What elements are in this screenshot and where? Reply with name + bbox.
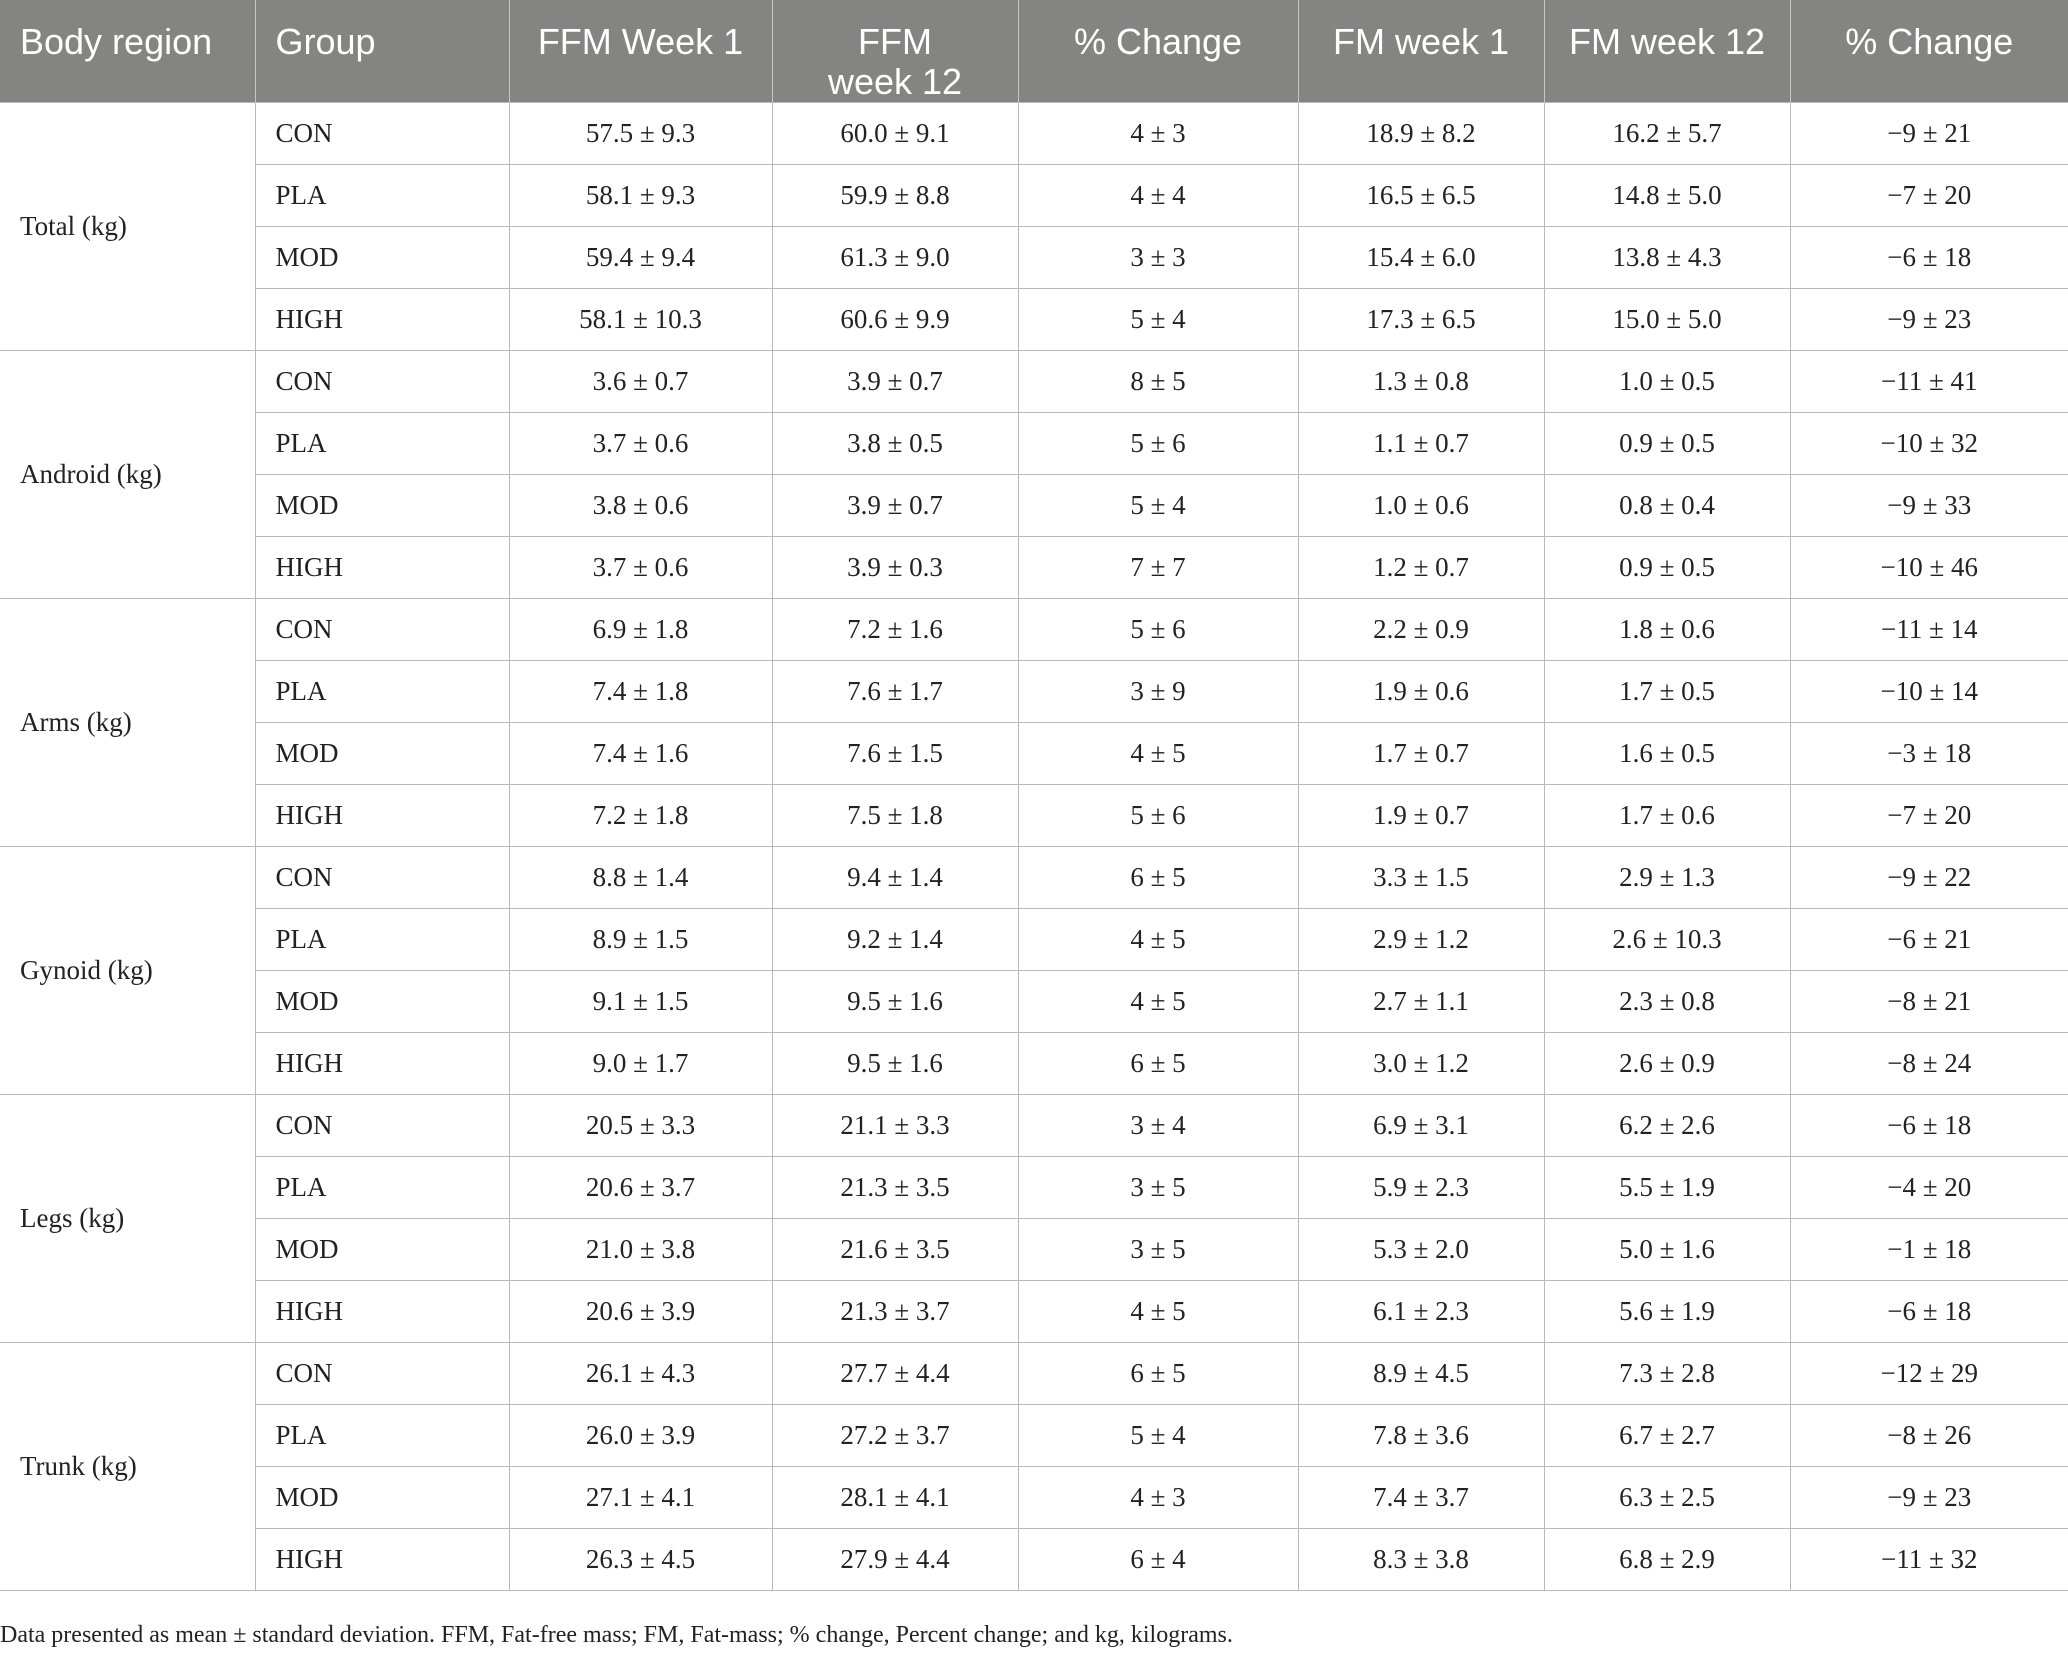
group-cell: HIGH: [255, 1281, 509, 1343]
value-cell: 21.3 ± 3.5: [772, 1157, 1018, 1219]
value-cell: 5.0 ± 1.6: [1544, 1219, 1790, 1281]
group-cell: PLA: [255, 165, 509, 227]
group-cell: PLA: [255, 1157, 509, 1219]
value-cell: 27.9 ± 4.4: [772, 1529, 1018, 1591]
value-cell: 9.4 ± 1.4: [772, 847, 1018, 909]
value-cell: 28.1 ± 4.1: [772, 1467, 1018, 1529]
value-cell: 21.0 ± 3.8: [509, 1219, 772, 1281]
value-cell: −12 ± 29: [1790, 1343, 2068, 1405]
value-cell: 1.9 ± 0.6: [1298, 661, 1544, 723]
value-cell: 6 ± 4: [1018, 1529, 1298, 1591]
column-header: FFM Week 1: [509, 0, 772, 103]
body-region-cell: Total (kg): [0, 103, 255, 351]
value-cell: 18.9 ± 8.2: [1298, 103, 1544, 165]
value-cell: 7.4 ± 1.6: [509, 723, 772, 785]
table-row: [0, 847, 2068, 909]
group-cell: PLA: [255, 661, 509, 723]
value-cell: 5 ± 6: [1018, 413, 1298, 475]
value-cell: 2.3 ± 0.8: [1544, 971, 1790, 1033]
value-cell: 6.7 ± 2.7: [1544, 1405, 1790, 1467]
value-cell: 5 ± 4: [1018, 475, 1298, 537]
column-header: % Change: [1018, 0, 1298, 103]
value-cell: −8 ± 24: [1790, 1033, 2068, 1095]
group-cell: PLA: [255, 413, 509, 475]
value-cell: 6.2 ± 2.6: [1544, 1095, 1790, 1157]
table-row: [0, 413, 2068, 475]
value-cell: 6.3 ± 2.5: [1544, 1467, 1790, 1529]
value-cell: 4 ± 5: [1018, 971, 1298, 1033]
value-cell: −10 ± 46: [1790, 537, 2068, 599]
value-cell: 15.0 ± 5.0: [1544, 289, 1790, 351]
value-cell: 1.7 ± 0.5: [1544, 661, 1790, 723]
value-cell: 3.9 ± 0.3: [772, 537, 1018, 599]
table-row: [0, 661, 2068, 723]
value-cell: −6 ± 21: [1790, 909, 2068, 971]
value-cell: 3 ± 3: [1018, 227, 1298, 289]
value-cell: 1.1 ± 0.7: [1298, 413, 1544, 475]
value-cell: −11 ± 14: [1790, 599, 2068, 661]
value-cell: 16.2 ± 5.7: [1544, 103, 1790, 165]
value-cell: 13.8 ± 4.3: [1544, 227, 1790, 289]
value-cell: 16.5 ± 6.5: [1298, 165, 1544, 227]
value-cell: −7 ± 20: [1790, 165, 2068, 227]
value-cell: −4 ± 20: [1790, 1157, 2068, 1219]
value-cell: 1.0 ± 0.6: [1298, 475, 1544, 537]
value-cell: −7 ± 20: [1790, 785, 2068, 847]
value-cell: 3 ± 5: [1018, 1219, 1298, 1281]
column-header: FFM week 12: [772, 0, 1018, 103]
value-cell: 6 ± 5: [1018, 1033, 1298, 1095]
value-cell: 5 ± 6: [1018, 599, 1298, 661]
value-cell: −9 ± 33: [1790, 475, 2068, 537]
value-cell: 5.5 ± 1.9: [1544, 1157, 1790, 1219]
value-cell: 6.9 ± 1.8: [509, 599, 772, 661]
value-cell: 7.3 ± 2.8: [1544, 1343, 1790, 1405]
column-header: Group: [255, 0, 509, 103]
value-cell: 20.6 ± 3.7: [509, 1157, 772, 1219]
value-cell: 8.9 ± 4.5: [1298, 1343, 1544, 1405]
value-cell: 26.3 ± 4.5: [509, 1529, 772, 1591]
value-cell: 57.5 ± 9.3: [509, 103, 772, 165]
value-cell: 9.1 ± 1.5: [509, 971, 772, 1033]
value-cell: 21.1 ± 3.3: [772, 1095, 1018, 1157]
value-cell: 6.8 ± 2.9: [1544, 1529, 1790, 1591]
value-cell: 3 ± 4: [1018, 1095, 1298, 1157]
value-cell: 7.8 ± 3.6: [1298, 1405, 1544, 1467]
group-cell: CON: [255, 599, 509, 661]
value-cell: 4 ± 5: [1018, 909, 1298, 971]
value-cell: 2.6 ± 0.9: [1544, 1033, 1790, 1095]
group-cell: CON: [255, 103, 509, 165]
table-row: [0, 909, 2068, 971]
value-cell: −8 ± 26: [1790, 1405, 2068, 1467]
value-cell: 8 ± 5: [1018, 351, 1298, 413]
value-cell: 60.6 ± 9.9: [772, 289, 1018, 351]
value-cell: 3.0 ± 1.2: [1298, 1033, 1544, 1095]
value-cell: 6 ± 5: [1018, 847, 1298, 909]
group-cell: CON: [255, 1095, 509, 1157]
table-row: [0, 227, 2068, 289]
value-cell: 5.3 ± 2.0: [1298, 1219, 1544, 1281]
value-cell: 3 ± 5: [1018, 1157, 1298, 1219]
table-body: [0, 103, 2068, 1591]
value-cell: 1.3 ± 0.8: [1298, 351, 1544, 413]
value-cell: −8 ± 21: [1790, 971, 2068, 1033]
value-cell: 27.7 ± 4.4: [772, 1343, 1018, 1405]
group-cell: MOD: [255, 227, 509, 289]
value-cell: 3.7 ± 0.6: [509, 413, 772, 475]
value-cell: 59.9 ± 8.8: [772, 165, 1018, 227]
value-cell: 9.0 ± 1.7: [509, 1033, 772, 1095]
group-cell: MOD: [255, 971, 509, 1033]
value-cell: 14.8 ± 5.0: [1544, 165, 1790, 227]
body-region-cell: Arms (kg): [0, 599, 255, 847]
table-row: [0, 785, 2068, 847]
value-cell: 60.0 ± 9.1: [772, 103, 1018, 165]
table-row: [0, 1281, 2068, 1343]
value-cell: 7.4 ± 1.8: [509, 661, 772, 723]
value-cell: 3.9 ± 0.7: [772, 475, 1018, 537]
value-cell: 1.0 ± 0.5: [1544, 351, 1790, 413]
value-cell: 61.3 ± 9.0: [772, 227, 1018, 289]
value-cell: 58.1 ± 9.3: [509, 165, 772, 227]
value-cell: −9 ± 23: [1790, 289, 2068, 351]
value-cell: 7.5 ± 1.8: [772, 785, 1018, 847]
value-cell: 4 ± 4: [1018, 165, 1298, 227]
value-cell: 2.9 ± 1.3: [1544, 847, 1790, 909]
group-cell: MOD: [255, 723, 509, 785]
value-cell: 1.9 ± 0.7: [1298, 785, 1544, 847]
value-cell: 4 ± 5: [1018, 723, 1298, 785]
group-cell: HIGH: [255, 1033, 509, 1095]
value-cell: 7.6 ± 1.5: [772, 723, 1018, 785]
value-cell: 2.7 ± 1.1: [1298, 971, 1544, 1033]
table-row: [0, 289, 2068, 351]
value-cell: 8.9 ± 1.5: [509, 909, 772, 971]
value-cell: 5 ± 6: [1018, 785, 1298, 847]
value-cell: 21.6 ± 3.5: [772, 1219, 1018, 1281]
body-region-cell: Trunk (kg): [0, 1343, 255, 1591]
value-cell: 26.0 ± 3.9: [509, 1405, 772, 1467]
value-cell: 3.9 ± 0.7: [772, 351, 1018, 413]
value-cell: 8.8 ± 1.4: [509, 847, 772, 909]
value-cell: 2.6 ± 10.3: [1544, 909, 1790, 971]
table-row: [0, 1405, 2068, 1467]
value-cell: 0.9 ± 0.5: [1544, 537, 1790, 599]
body-region-cell: Android (kg): [0, 351, 255, 599]
group-cell: CON: [255, 351, 509, 413]
value-cell: 2.9 ± 1.2: [1298, 909, 1544, 971]
table-row: [0, 475, 2068, 537]
value-cell: 0.9 ± 0.5: [1544, 413, 1790, 475]
table-row: [0, 1157, 2068, 1219]
value-cell: 21.3 ± 3.7: [772, 1281, 1018, 1343]
value-cell: 58.1 ± 10.3: [509, 289, 772, 351]
value-cell: 27.1 ± 4.1: [509, 1467, 772, 1529]
value-cell: 20.6 ± 3.9: [509, 1281, 772, 1343]
value-cell: 9.5 ± 1.6: [772, 1033, 1018, 1095]
value-cell: 4 ± 5: [1018, 1281, 1298, 1343]
column-header: % Change: [1790, 0, 2068, 103]
table-row: [0, 537, 2068, 599]
table-row: [0, 723, 2068, 785]
value-cell: −9 ± 23: [1790, 1467, 2068, 1529]
group-cell: HIGH: [255, 537, 509, 599]
value-cell: −10 ± 14: [1790, 661, 2068, 723]
value-cell: 9.2 ± 1.4: [772, 909, 1018, 971]
value-cell: 1.2 ± 0.7: [1298, 537, 1544, 599]
table-row: [0, 1467, 2068, 1529]
value-cell: 9.5 ± 1.6: [772, 971, 1018, 1033]
value-cell: −9 ± 21: [1790, 103, 2068, 165]
value-cell: 5 ± 4: [1018, 1405, 1298, 1467]
value-cell: 7 ± 7: [1018, 537, 1298, 599]
value-cell: 4 ± 3: [1018, 103, 1298, 165]
value-cell: 1.7 ± 0.6: [1544, 785, 1790, 847]
group-cell: CON: [255, 847, 509, 909]
value-cell: 3.3 ± 1.5: [1298, 847, 1544, 909]
group-cell: MOD: [255, 1467, 509, 1529]
table-row: [0, 599, 2068, 661]
value-cell: 1.8 ± 0.6: [1544, 599, 1790, 661]
table-footnote: Data presented as mean ± standard deviation. FFM, Fat-free mass; FM, Fat-mass; % change, Percent change; and kg, kilograms.: [0, 1622, 1233, 1648]
value-cell: 26.1 ± 4.3: [509, 1343, 772, 1405]
table-header-row: [0, 0, 2068, 103]
table-row: [0, 103, 2068, 165]
value-cell: −11 ± 32: [1790, 1529, 2068, 1591]
group-cell: CON: [255, 1343, 509, 1405]
value-cell: 20.5 ± 3.3: [509, 1095, 772, 1157]
value-cell: 17.3 ± 6.5: [1298, 289, 1544, 351]
value-cell: 8.3 ± 3.8: [1298, 1529, 1544, 1591]
value-cell: 59.4 ± 9.4: [509, 227, 772, 289]
value-cell: 6.1 ± 2.3: [1298, 1281, 1544, 1343]
group-cell: HIGH: [255, 785, 509, 847]
column-header: FM week 12: [1544, 0, 1790, 103]
value-cell: −6 ± 18: [1790, 227, 2068, 289]
value-cell: 27.2 ± 3.7: [772, 1405, 1018, 1467]
value-cell: −9 ± 22: [1790, 847, 2068, 909]
column-header: FM week 1: [1298, 0, 1544, 103]
value-cell: 5 ± 4: [1018, 289, 1298, 351]
value-cell: 6.9 ± 3.1: [1298, 1095, 1544, 1157]
group-cell: PLA: [255, 1405, 509, 1467]
value-cell: −6 ± 18: [1790, 1095, 2068, 1157]
group-cell: HIGH: [255, 1529, 509, 1591]
value-cell: 5.9 ± 2.3: [1298, 1157, 1544, 1219]
value-cell: −10 ± 32: [1790, 413, 2068, 475]
value-cell: −1 ± 18: [1790, 1219, 2068, 1281]
group-cell: MOD: [255, 475, 509, 537]
body-region-cell: Legs (kg): [0, 1095, 255, 1343]
value-cell: 3 ± 9: [1018, 661, 1298, 723]
value-cell: 3.7 ± 0.6: [509, 537, 772, 599]
table-row: [0, 1343, 2068, 1405]
value-cell: −11 ± 41: [1790, 351, 2068, 413]
table-row: [0, 1219, 2068, 1281]
value-cell: 7.4 ± 3.7: [1298, 1467, 1544, 1529]
value-cell: 3.8 ± 0.5: [772, 413, 1018, 475]
value-cell: 7.2 ± 1.8: [509, 785, 772, 847]
value-cell: −6 ± 18: [1790, 1281, 2068, 1343]
value-cell: 15.4 ± 6.0: [1298, 227, 1544, 289]
value-cell: 1.6 ± 0.5: [1544, 723, 1790, 785]
table-row: [0, 351, 2068, 413]
value-cell: 3.8 ± 0.6: [509, 475, 772, 537]
table-row: [0, 165, 2068, 227]
value-cell: 4 ± 3: [1018, 1467, 1298, 1529]
group-cell: PLA: [255, 909, 509, 971]
value-cell: 3.6 ± 0.7: [509, 351, 772, 413]
value-cell: 2.2 ± 0.9: [1298, 599, 1544, 661]
table-row: [0, 1529, 2068, 1591]
value-cell: 1.7 ± 0.7: [1298, 723, 1544, 785]
value-cell: 7.2 ± 1.6: [772, 599, 1018, 661]
value-cell: 0.8 ± 0.4: [1544, 475, 1790, 537]
group-cell: HIGH: [255, 289, 509, 351]
column-header: Body region: [0, 0, 255, 103]
value-cell: −3 ± 18: [1790, 723, 2068, 785]
value-cell: 7.6 ± 1.7: [772, 661, 1018, 723]
table-row: [0, 971, 2068, 1033]
value-cell: 5.6 ± 1.9: [1544, 1281, 1790, 1343]
group-cell: MOD: [255, 1219, 509, 1281]
body-region-cell: Gynoid (kg): [0, 847, 255, 1095]
table-row: [0, 1095, 2068, 1157]
value-cell: 6 ± 5: [1018, 1343, 1298, 1405]
table-row: [0, 1033, 2068, 1095]
